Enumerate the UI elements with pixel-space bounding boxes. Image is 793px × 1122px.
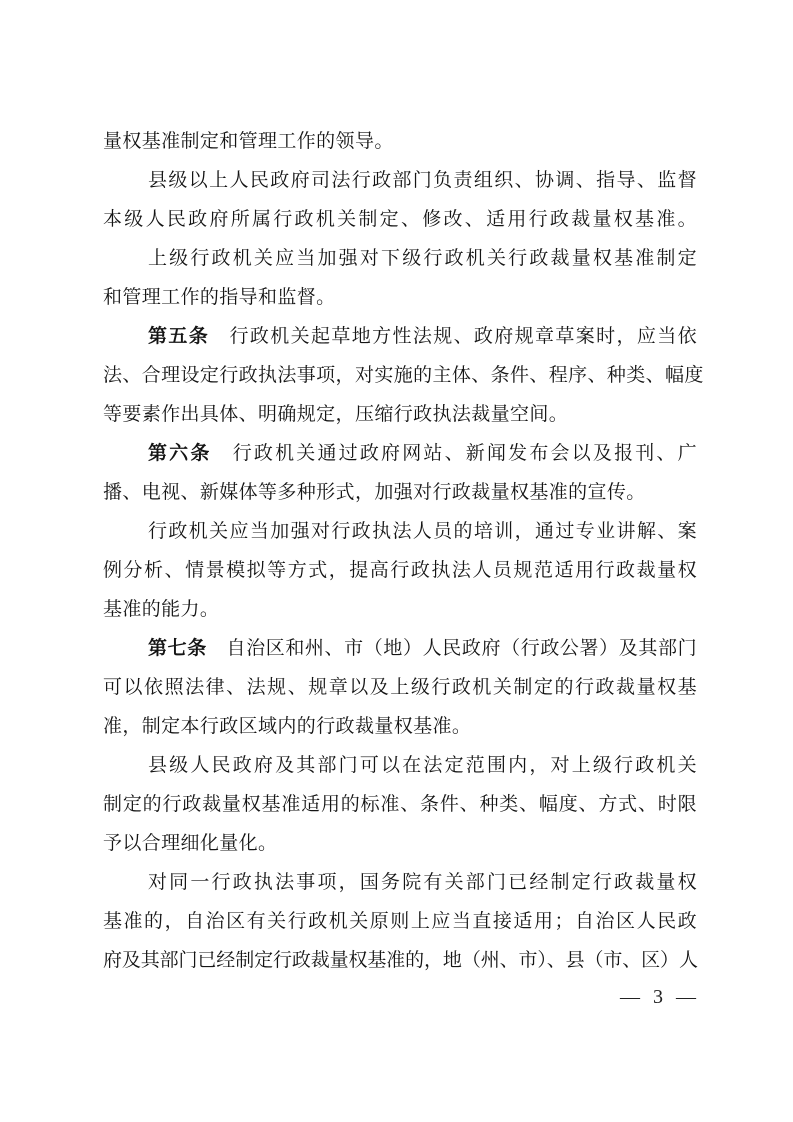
text-line: 第七条 自治区和州、市（地）人民政府（行政公署）及其部门 bbox=[148, 638, 697, 659]
page-number: — 3 — bbox=[620, 986, 697, 1008]
text-line: 播、电视、新媒体等多种形式，加强对行政裁量权基准的宣传。 bbox=[103, 482, 646, 503]
text-line: 县级以上人民政府司法行政部门负责组织、协调、指导、监督 bbox=[148, 170, 697, 191]
document-body bbox=[103, 122, 704, 980]
text-line: 法、合理设定行政执法事项，对实施的主体、条件、程序、种类、幅度 bbox=[103, 365, 704, 386]
text-line: 行政机关应当加强对行政执法人员的培训，通过专业讲解、案 bbox=[148, 521, 697, 542]
text-line: 和管理工作的指导和监督。 bbox=[103, 287, 336, 308]
text-line: 量权基准制定和管理工作的领导。 bbox=[103, 131, 394, 152]
text-line: 例分析、情景模拟等方式，提高行政执法人员规范适用行政裁量权 bbox=[103, 560, 697, 581]
text-line: 府及其部门已经制定行政裁量权基准的，地（州、市）、县（市、区）人 bbox=[103, 950, 697, 971]
text-line: 准，制定本行政区域内的行政裁量权基准。 bbox=[103, 716, 472, 737]
text-line: 上级行政机关应当加强对下级行政机关行政裁量权基准制定 bbox=[148, 248, 697, 269]
text-line: 基准的能力。 bbox=[103, 599, 220, 620]
article-number: 第五条 bbox=[148, 326, 210, 347]
text-line: 可以依照法律、法规、规章以及上级行政机关制定的行政裁量权基 bbox=[103, 677, 697, 698]
text-line: 第五条 行政机关起草地方性法规、政府规章草案时，应当依 bbox=[148, 326, 698, 347]
text-line: 予以合理细化量化。 bbox=[103, 833, 278, 854]
text-line: 等要素作出具体、明确规定，压缩行政执法裁量空间。 bbox=[103, 404, 569, 425]
text-line: 县级人民政府及其部门可以在法定范围内，对上级行政机关 bbox=[148, 755, 697, 776]
article-number: 第七条 bbox=[148, 638, 207, 659]
article-number: 第六条 bbox=[148, 443, 212, 464]
text-line: 制定的行政裁量权基准适用的标准、条件、种类、幅度、方式、时限 bbox=[103, 794, 697, 815]
text-line: 对同一行政执法事项，国务院有关部门已经制定行政裁量权 bbox=[148, 872, 697, 893]
text-line: 基准的，自治区有关行政机关原则上应当直接适用；自治区人民政 bbox=[103, 911, 697, 932]
text-line: 第六条 行政机关通过政府网站、新闻发布会以及报刊、广 bbox=[148, 443, 697, 464]
text-line: 本级人民政府所属行政机关制定、修改、适用行政裁量权基准。 bbox=[103, 209, 697, 230]
